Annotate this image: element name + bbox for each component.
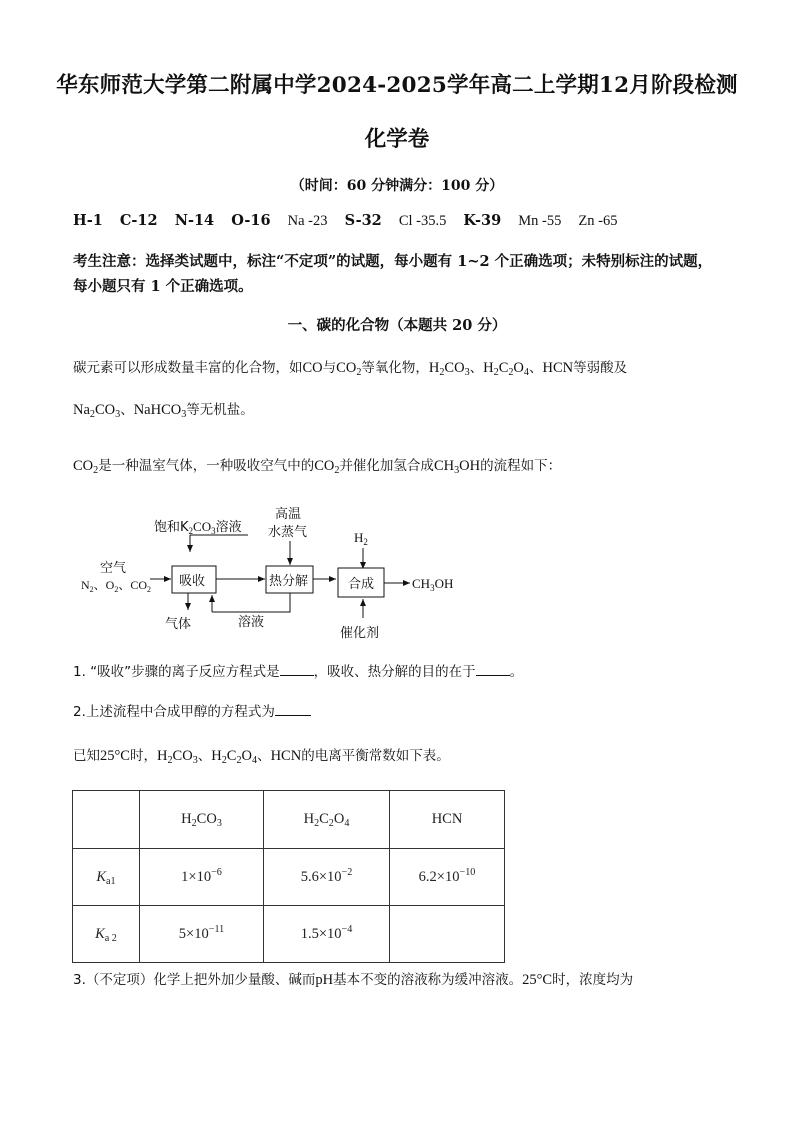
exam-notice: 考生注意：选择类试题中，标注“不定项”的试题，每小题有 1~2 个正确选项；未特别标注的试题，每小题只有 1 个正确选项。 [73,253,713,295]
question-text: 时，浓度均为 [552,972,634,988]
section-title: 一、碳的化合物（本题共 20 分） [287,317,507,334]
formula-ch3oh: $CH_3OH$ [433,458,481,476]
absorb-box-label: 吸收 [179,574,206,589]
table-cell: $5.6\times 10^{-2}$ [264,849,390,906]
air-label: 空气 [100,561,127,576]
atomic-mass: O-16 [231,212,271,229]
recycle-line [212,593,290,612]
question-text: ，吸收、热分解的目的在于 [313,664,476,680]
intro-text: 是一种温室气体，一种吸收空气中的 [98,458,315,474]
steam-label-1: 高温 [275,507,302,522]
page-subtitle: 化学卷 [364,127,430,152]
atomic-mass: N-14 [174,212,215,229]
table-cell: $1.5\times 10^{-4}$ [264,906,390,963]
column-header-hcn: HCN [390,791,505,849]
h2-label: $H_2$ [354,530,368,547]
question-text: 2.上述流程中合成甲醇的方程式为 [73,704,275,720]
answer-blank[interactable] [476,663,510,676]
separator: 、 [528,360,543,376]
formula-co2: $CO_2$ [73,458,99,476]
table-row [73,849,505,906]
synthesis-box-label: 合成 [348,577,375,592]
intro-text: 与 [322,360,337,376]
answer-blank[interactable] [275,703,311,716]
formula-h2co3: $H_2CO_3$ [428,360,470,378]
formula-co: CO [302,360,323,376]
ph-symbol: pH [315,972,334,988]
intro-text: 已知 [73,748,100,764]
formula-hcn: HCN [270,748,302,764]
column-header-h2co3: $H_2CO_3$ [140,791,264,849]
atomic-mass: Mn -55 [518,213,562,229]
formula-na2co3: $Na_2CO_3$ [73,402,121,420]
intro-text: 的电离平衡常数如下表。 [301,748,450,764]
formula-co2: $CO_2$ [314,458,340,476]
intro-text: 等弱酸及 [573,360,628,376]
air-components: $N_2$、$O_2$、$CO_2$ [81,578,152,594]
atomic-mass: H-1 [73,212,103,229]
ionization-constant-table [72,790,505,963]
gas-out-label: 气体 [165,617,192,632]
column-header-h2c2o4: $H_2C_2O_4$ [264,791,390,849]
reagent-k2co3-label: 饱和$K_2CO_3$溶液 [154,519,242,536]
atomic-mass: S-32 [344,212,382,229]
row-header-ka1: $K_{a1}$ [73,849,140,906]
table-intro [73,745,450,767]
process-flow-diagram [70,500,490,650]
question-text: 3.（不定项）化学上把外加少量酸、碱而 [73,972,316,988]
formula-nahco3: NaHCO$_3$ [133,402,187,420]
question-text: 基本不变的溶液称为缓冲溶液。 [333,972,523,988]
answer-blank[interactable] [280,663,314,676]
row-header-ka2: $K_{a 2}$ [73,906,140,963]
intro-line-1 [73,357,627,379]
atomic-mass-list [73,212,629,230]
solution-return-label: 溶液 [238,615,265,630]
formula-h2c2o4: $H_2C_2O_4$ [483,360,529,378]
temperature: 25°C [100,748,130,764]
intro-text: 等氧化物， [361,360,429,376]
atomic-mass: Na -23 [287,213,328,229]
table-header-row [73,791,505,849]
formula-h2c2o4: $H_2C_2O_4$ [211,748,258,766]
formula-co2: $CO_2$ [336,360,362,378]
question-1 [73,661,523,683]
steam-label-2: 水蒸气 [268,525,308,540]
table-corner-cell [73,791,140,849]
temperature: 25°C [522,972,553,988]
catalyst-label: 催化剂 [340,626,380,641]
formula-h2co3: $H_2CO_3$ [156,748,198,766]
page-title: 华东师范大学第二附属中学2024-2025学年高二上学期12月阶段检测 [56,73,738,98]
question-2 [73,701,311,723]
table-cell: $5\times 10^{-11}$ [140,906,264,963]
separator: 、 [197,748,212,764]
table-cell: $1\times 10^{-6}$ [140,849,264,906]
intro-text: 碳元素可以形成数量丰富的化合物，如 [73,360,303,376]
product-ch3oh: $CH_3OH$ [412,576,454,593]
intro-text: 时， [129,748,157,764]
table-cell [390,906,505,963]
table-cell: $6.2\times 10^{-10}$ [390,849,505,906]
intro-line-3 [73,455,561,477]
decompose-box-label: 热分解 [269,574,309,589]
atomic-mass: Zn -65 [578,213,618,229]
question-3 [73,969,633,991]
atomic-mass: Cl -35.5 [398,213,447,229]
intro-text: 并催化加氢合成 [339,458,434,474]
atomic-mass: K-39 [463,212,502,229]
exam-time-info: （时间：60 分钟满分：100 分） [290,178,504,194]
question-text: 1. “吸收”步骤的离子反应方程式是 [73,664,280,680]
separator: 、 [120,402,134,418]
intro-text: 的流程如下： [480,458,562,474]
question-text: 。 [509,664,524,680]
formula-hcn: HCN [542,360,574,376]
separator: 、 [257,748,271,764]
intro-text: 等无机盐。 [186,402,254,418]
table-row [73,906,505,963]
separator: 、 [469,360,484,376]
atomic-mass: C-12 [119,212,158,229]
intro-line-2 [73,399,254,421]
